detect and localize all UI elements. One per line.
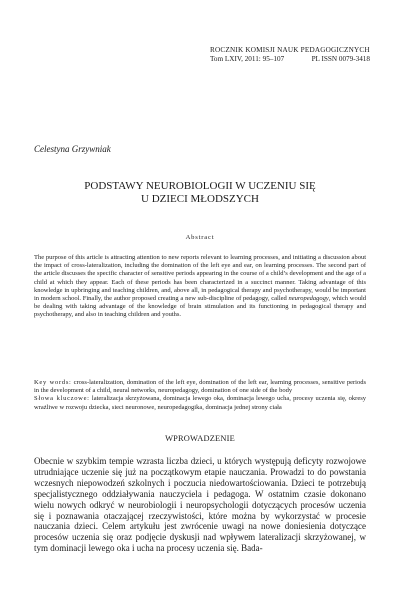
abstract-part-1: The purpose of this article is attracting attention to new reports relevant to learning processes, and initiating a discussion about the impact of cross-lateralization, including the domination of the left eye and ear, on learning processes. The second part of the article discusses the specific character of sensitive periods appearing in the course of a child’s development and the age of a child at which they appear. Each of these periods has been characterized in a succinct manner. Taking advantage of this knowledge in upbringing and teaching children, and, above all, in pedagogical therapy and psychotherapy, would be important in modern school. Finally, the author proposed creating a new sub-discipline of pedagogy, called <box>34 254 366 303</box>
issn: PL ISSN 0079-3418 <box>311 55 370 63</box>
journal-meta <box>210 55 370 64</box>
keywords-pl <box>34 395 366 411</box>
keywords-pl-text: lateralizacja skrzyżowana, dominacja lewego oka, dominacja lewego ucha, procesy uczenia się, okresy wrażliwe w rozwoju dziecka, sieci neuronowe, neuropedagogika, dominacja jednej strony ciała <box>34 395 366 411</box>
abstract-italic-term: neuropedagogy <box>288 295 329 303</box>
abstract-text <box>34 254 366 320</box>
abstract-heading: Abstract <box>185 234 215 241</box>
journal-name: ROCZNIK KOMISJI NAUK PEDAGOGICZNYCH <box>210 46 370 54</box>
section-heading: WPROWADZENIE <box>165 434 235 443</box>
journal-header <box>210 46 370 64</box>
abstract-part-2: , which would be dealing with taking advantage of the knowledge of brain stimulation and its functioning in pedagogical therapy and psychotherapy, and also in teaching children and youths. <box>34 295 366 319</box>
keywords-block <box>34 379 366 412</box>
keywords-en <box>34 379 366 395</box>
keywords-label: Key words: <box>34 379 72 386</box>
volume-info: Tom LXIV, 2011: 95–107 <box>210 55 285 63</box>
author-name: Celestyna Grzywniak <box>34 144 111 154</box>
body-paragraph: Obecnie w szybkim tempie wzrasta liczba dzieci, u których występują deficyty rozwojowe utrudniające uczenie się już na początkowym etapie nauczania. Prowadzi to do powstania wczesnych niepowodzeń szkolnych i poczucia niedowartościowania. Dzieci te potrzebują specjalistycznego oddziaływania nauczyciela i pedagoga. W ostatnim czasie dokonano wielu nowych odkryć w neurobiologii i neuropsychologii dotyczących procesów uczenia się i poznawania otaczającej rzeczywistości, które można by wykorzystać w procesie nauczania dzieci. Celem artykułu jest zwrócenie uwagi na nowe doniesienia dotyczące procesów uczenia się oraz podjęcie dyskusji nad wpływem lateralizacji skrzyżowanej, w tym dominacji lewego oka i ucha na procesy uczenia się. Bada- <box>34 456 366 554</box>
title-line-1: PODSTAWY NEUROBIOLOGII W UCZENIU SIĘ <box>84 180 316 192</box>
keywords-text: cross-lateralization, domination of the left eye, domination of the left ear, learning processes, sensitive periods in the development of a child, neural networks, neuropedagogy, domination of one side of the body <box>34 379 366 395</box>
article-title <box>34 180 366 206</box>
title-line-2: U DZIECI MŁODSZYCH <box>141 193 259 205</box>
keywords-pl-label: Słowa kluczowe: <box>34 395 90 403</box>
